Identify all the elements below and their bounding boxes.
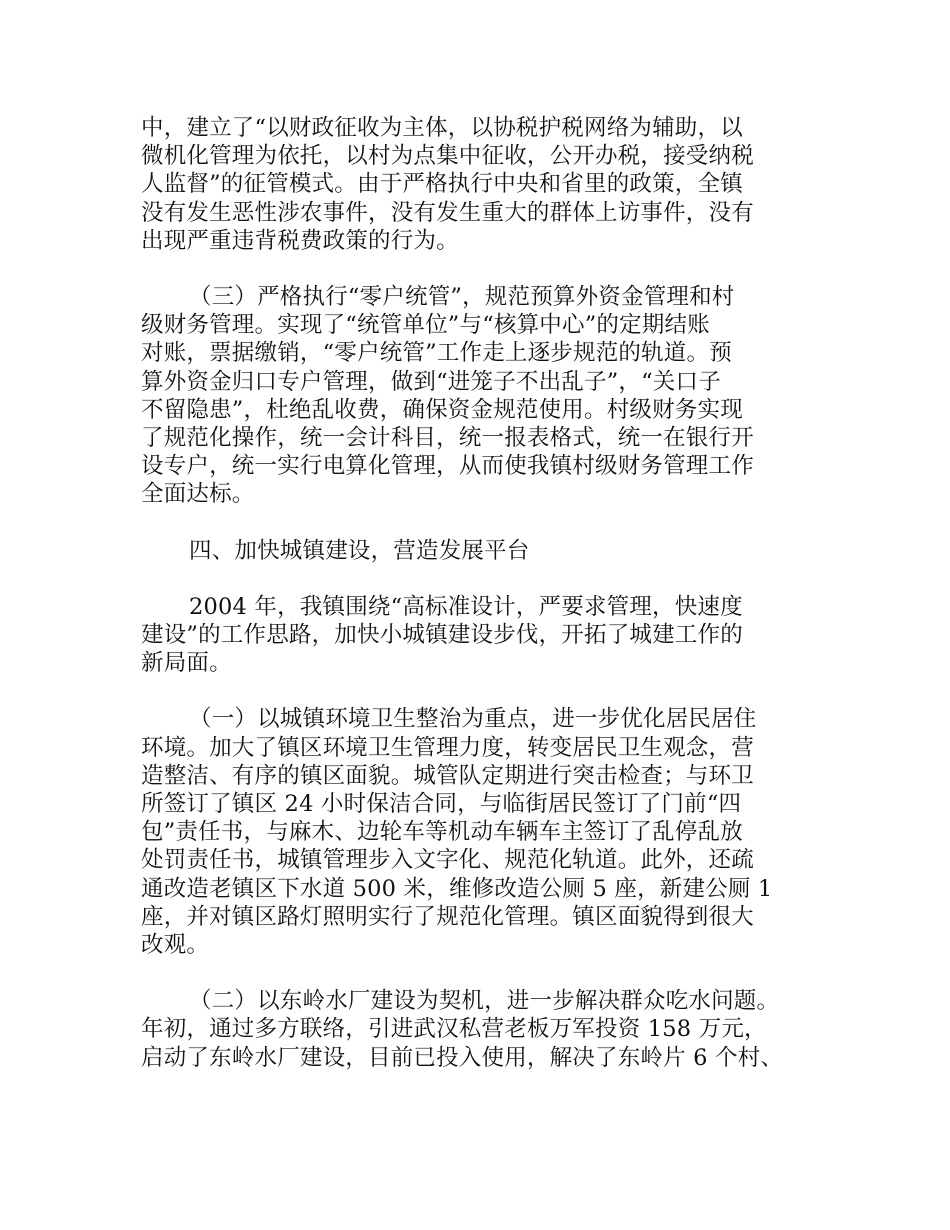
text-line: 年初，通过多方联络，引进武汉私营老板万军投资 158 万元， [141, 1016, 767, 1043]
text-line: 人监督”的征管模式。由于严格执行中央和省里的政策，全镇 [141, 171, 743, 198]
section-heading [141, 537, 841, 565]
text-line: 造整洁、有序的镇区面貌。城管队定期进行突击检查；与环卫 [141, 762, 754, 789]
paragraph-sanitation [141, 705, 841, 959]
text-line: 所签订了镇区 24 小时保洁合同，与临街居民签订了门前“四 [141, 791, 742, 818]
text-line: 2004 年，我镇围绕“高标准设计，严要求管理，快速度 [189, 593, 743, 620]
paragraph-gap [141, 565, 841, 593]
paragraph-tax-collection [141, 114, 841, 255]
text-line: 级财务管理。实现了“统管单位”与“核算中心”的定期结账 [141, 312, 710, 339]
text-line: 新局面。 [141, 650, 232, 677]
text-line: 改观。 [141, 932, 210, 959]
text-line: 建设”的工作思路，加快小城镇建设步伐，开拓了城建工作的 [141, 622, 743, 649]
paragraph-gap [141, 509, 841, 537]
section-heading-text: 四、加快城镇建设，营造发展平台 [189, 537, 530, 564]
text-line: （三）严格执行“零户统管”，规范预算外资金管理和村 [189, 284, 735, 311]
text-line: 没有发生恶性涉农事件，没有发生重大的群体上访事件，没有 [141, 199, 754, 226]
text-line: 处罚责任书，城镇管理步入文字化、规范化轨道。此外，还疏 [141, 847, 754, 874]
document-body [141, 114, 841, 1072]
text-line: 了规范化操作，统一会计科目，统一报表格式，统一在银行开 [141, 425, 754, 452]
text-line: 环境。加大了镇区环境卫生管理力度，转变居民卫生观念，营 [141, 734, 754, 761]
text-line: 算外资金归口专户管理，做到“进笼子不出乱子”，“关口子 [141, 368, 721, 395]
paragraph-gap [141, 959, 841, 987]
text-line: 对账，票据缴销，“零户统管”工作走上逐步规范的轨道。预 [141, 340, 732, 367]
text-line: 包”责任书，与麻木、边轮车等机动车辆车主签订了乱停乱放 [141, 819, 743, 846]
text-line: 出现严重违背税费政策的行为。 [141, 227, 459, 254]
text-line: 微机化管理为依托，以村为点集中征收，公开办税，接受纳税 [141, 143, 754, 170]
text-line: 中，建立了“以财政征收为主体，以协税护税网络为辅助，以 [141, 115, 743, 141]
text-line: （二）以东岭水厂建设为契机，进一步解决群众吃水问题。 [189, 988, 780, 1015]
text-line: 不留隐患”，杜绝乱收费，确保资金规范使用。村级财务实现 [141, 396, 743, 423]
text-line: 设专户，统一实行电算化管理，从而使我镇村级财务管理工作 [141, 453, 754, 480]
paragraph-zero-account [141, 283, 841, 509]
text-line: （一）以城镇环境卫生整治为重点，进一步优化居民居住 [189, 706, 757, 733]
text-line: 座，并对镇区路灯照明实行了规范化管理。镇区面貌得到很大 [141, 903, 754, 930]
text-line: 全面达标。 [141, 481, 255, 508]
text-line: 通改造老镇区下水道 500 米，维修改造公厕 5 座，新建公厕 1 [141, 875, 773, 902]
text-line: 启动了东岭水厂建设，目前已投入使用，解决了东岭片 6 个村、 [141, 1044, 784, 1071]
paragraph-water-plant [141, 987, 841, 1072]
paragraph-town-construction [141, 593, 841, 678]
paragraph-gap [141, 677, 841, 705]
paragraph-gap [141, 255, 841, 283]
